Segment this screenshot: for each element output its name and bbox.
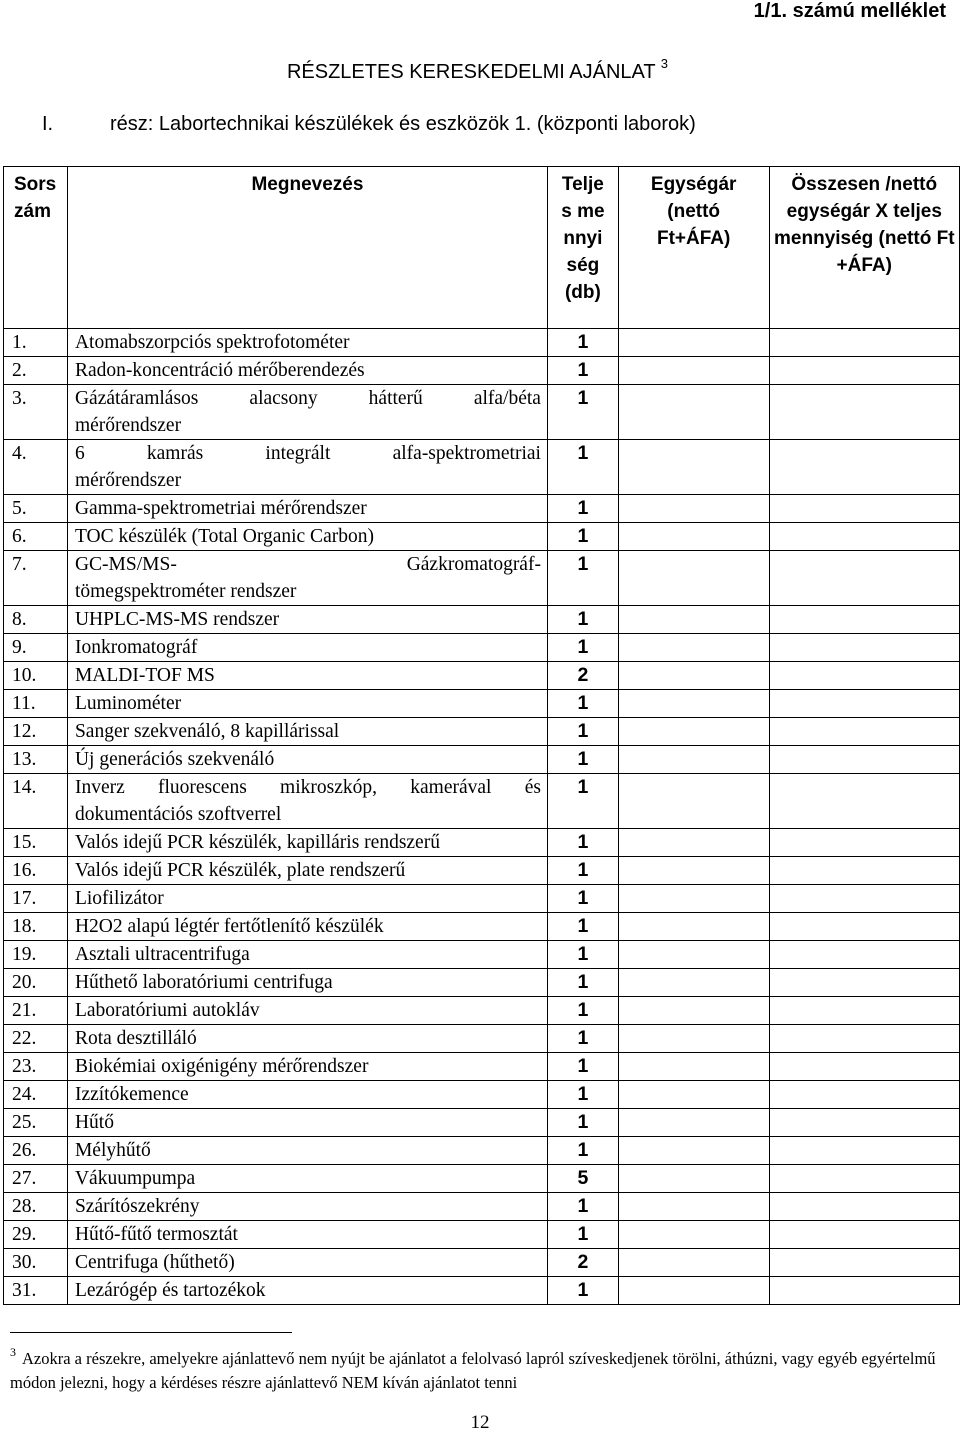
table-row bbox=[4, 1249, 960, 1277]
item-unit-price[interactable] bbox=[618, 1081, 769, 1109]
document-title bbox=[0, 56, 960, 84]
item-number: 13. bbox=[4, 746, 68, 774]
item-quantity: 5 bbox=[547, 1165, 618, 1193]
item-number: 6. bbox=[4, 523, 68, 551]
item-quantity: 1 bbox=[547, 1193, 618, 1221]
table-row bbox=[4, 1277, 960, 1305]
item-quantity: 1 bbox=[547, 718, 618, 746]
item-name: Új generációs szekvenáló bbox=[74, 749, 275, 770]
item-total[interactable] bbox=[769, 634, 959, 662]
item-name: 6 kamrás integrált alfa-spektrometriai bbox=[74, 443, 541, 464]
item-quantity: 1 bbox=[547, 523, 618, 551]
table-row bbox=[4, 1025, 960, 1053]
item-total[interactable] bbox=[769, 1277, 959, 1305]
item-name-cell bbox=[67, 885, 547, 913]
item-name-cell bbox=[67, 1249, 547, 1277]
item-name: Liofilizátor bbox=[74, 888, 164, 909]
table-row bbox=[4, 1193, 960, 1221]
item-quantity: 1 bbox=[547, 551, 618, 606]
item-name-cell bbox=[67, 1109, 547, 1137]
item-total[interactable] bbox=[769, 357, 959, 385]
item-unit-price[interactable] bbox=[618, 913, 769, 941]
item-total[interactable] bbox=[769, 440, 959, 495]
item-total[interactable] bbox=[769, 857, 959, 885]
item-unit-price[interactable] bbox=[618, 357, 769, 385]
item-name-cell bbox=[67, 1053, 547, 1081]
item-name-cell bbox=[67, 523, 547, 551]
footnote bbox=[10, 1340, 950, 1395]
item-number: 22. bbox=[4, 1025, 68, 1053]
item-total[interactable] bbox=[769, 1221, 959, 1249]
item-name-cell bbox=[67, 1137, 547, 1165]
item-name-cell bbox=[67, 969, 547, 997]
item-unit-price[interactable] bbox=[618, 997, 769, 1025]
title-text: RÉSZLETES KERESKEDELMI AJÁNLAT bbox=[286, 61, 656, 83]
footnote-text: Azokra a részekre, amelyekre ajánlattevő nem nyújt be ajánlatot a felolvasó lapról szíveskedjenek törölni, áthúzni, vagy egyéb egyértelmű módon jelezni, hogy a kérdéses részre ajánlattevő NEM kíván ajánlatot tenni bbox=[10, 1349, 936, 1392]
table-row bbox=[4, 913, 960, 941]
table-row bbox=[4, 1109, 960, 1137]
item-name: Luminométer bbox=[74, 693, 182, 714]
item-quantity: 1 bbox=[547, 746, 618, 774]
item-name: Hűthető laboratóriumi centrifuga bbox=[74, 972, 333, 993]
item-name-cell bbox=[67, 1081, 547, 1109]
item-name-cell bbox=[67, 1025, 547, 1053]
item-quantity: 1 bbox=[547, 606, 618, 634]
item-name: Inverz fluorescens mikroszkóp, kamerával és bbox=[74, 777, 541, 798]
item-quantity: 1 bbox=[547, 774, 618, 829]
item-total[interactable] bbox=[769, 969, 959, 997]
item-number: 26. bbox=[4, 1137, 68, 1165]
item-name-cell bbox=[67, 551, 547, 606]
item-quantity: 1 bbox=[547, 1081, 618, 1109]
table-row bbox=[4, 634, 960, 662]
item-name: Valós idejű PCR készülék, plate rendszerű bbox=[74, 860, 406, 881]
table-row bbox=[4, 829, 960, 857]
item-unit-price[interactable] bbox=[618, 1137, 769, 1165]
table-body bbox=[4, 329, 960, 1305]
item-number: 25. bbox=[4, 1109, 68, 1137]
table-row bbox=[4, 440, 960, 495]
item-unit-price[interactable] bbox=[618, 941, 769, 969]
item-total[interactable] bbox=[769, 1249, 959, 1277]
table-row bbox=[4, 1221, 960, 1249]
item-quantity: 1 bbox=[547, 1053, 618, 1081]
item-name-cont: dokumentációs szoftverrel bbox=[74, 804, 282, 825]
header-egysegar: Egységár (nettó Ft+ÁFA) bbox=[618, 167, 769, 329]
header-megnevezes: Megnevezés bbox=[67, 167, 547, 329]
item-quantity: 1 bbox=[547, 857, 618, 885]
item-total[interactable] bbox=[769, 385, 959, 440]
header-sorszam: Sorszám bbox=[4, 167, 68, 329]
item-number: 24. bbox=[4, 1081, 68, 1109]
item-name: H2O2 alapú légtér fertőtlenítő készülék bbox=[74, 916, 384, 937]
item-number: 15. bbox=[4, 829, 68, 857]
item-name-cell bbox=[67, 634, 547, 662]
item-name: Hűtő bbox=[74, 1112, 114, 1133]
item-total[interactable] bbox=[769, 885, 959, 913]
item-number: 27. bbox=[4, 1165, 68, 1193]
table-row bbox=[4, 718, 960, 746]
item-quantity: 1 bbox=[547, 1137, 618, 1165]
item-unit-price[interactable] bbox=[618, 718, 769, 746]
item-name-cell bbox=[67, 857, 547, 885]
table-row bbox=[4, 997, 960, 1025]
item-unit-price[interactable] bbox=[618, 746, 769, 774]
item-unit-price[interactable] bbox=[618, 385, 769, 440]
item-number: 4. bbox=[4, 440, 68, 495]
table-row bbox=[4, 690, 960, 718]
item-unit-price[interactable] bbox=[618, 440, 769, 495]
item-unit-price[interactable] bbox=[618, 1025, 769, 1053]
item-name-cell bbox=[67, 357, 547, 385]
item-name-cell bbox=[67, 941, 547, 969]
item-unit-price[interactable] bbox=[618, 885, 769, 913]
item-name: Szárítószekrény bbox=[74, 1196, 200, 1217]
item-unit-price[interactable] bbox=[618, 1053, 769, 1081]
item-name-cell bbox=[67, 1193, 547, 1221]
table-row bbox=[4, 329, 960, 357]
item-number: 28. bbox=[4, 1193, 68, 1221]
item-total[interactable] bbox=[769, 829, 959, 857]
item-name-cell bbox=[67, 662, 547, 690]
item-number: 8. bbox=[4, 606, 68, 634]
item-total[interactable] bbox=[769, 690, 959, 718]
item-name: Mélyhűtő bbox=[74, 1140, 151, 1161]
table-row bbox=[4, 774, 960, 829]
item-total[interactable] bbox=[769, 1165, 959, 1193]
item-total[interactable] bbox=[769, 997, 959, 1025]
item-name: Sanger szekvenáló, 8 kapillárissal bbox=[74, 721, 340, 742]
item-name: Gamma-spektrometriai mérőrendszer bbox=[74, 498, 367, 519]
item-unit-price[interactable] bbox=[618, 662, 769, 690]
footnote-separator bbox=[10, 1332, 292, 1333]
table-row bbox=[4, 606, 960, 634]
item-total[interactable] bbox=[769, 1081, 959, 1109]
item-name-cell bbox=[67, 718, 547, 746]
item-number: 23. bbox=[4, 1053, 68, 1081]
table-row bbox=[4, 1081, 960, 1109]
item-name-cont: mérőrendszer bbox=[74, 415, 182, 436]
item-quantity: 1 bbox=[547, 440, 618, 495]
item-quantity: 1 bbox=[547, 495, 618, 523]
item-quantity: 1 bbox=[547, 913, 618, 941]
item-quantity: 1 bbox=[547, 997, 618, 1025]
item-number: 21. bbox=[4, 997, 68, 1025]
part-heading bbox=[42, 113, 696, 136]
item-name-cell bbox=[67, 329, 547, 357]
item-unit-price[interactable] bbox=[618, 551, 769, 606]
item-name-cell bbox=[67, 746, 547, 774]
item-name: Atomabszorpciós spektrofotométer bbox=[74, 332, 350, 353]
item-unit-price[interactable] bbox=[618, 523, 769, 551]
annex-label: 1/1. számú melléklet bbox=[753, 0, 946, 22]
table-row bbox=[4, 385, 960, 440]
item-unit-price[interactable] bbox=[618, 606, 769, 634]
item-unit-price[interactable] bbox=[618, 329, 769, 357]
item-unit-price[interactable] bbox=[618, 634, 769, 662]
item-number: 19. bbox=[4, 941, 68, 969]
item-name-cell bbox=[67, 829, 547, 857]
item-name-cell bbox=[67, 774, 547, 829]
item-total[interactable] bbox=[769, 1025, 959, 1053]
item-name-cell bbox=[67, 440, 547, 495]
item-number: 16. bbox=[4, 857, 68, 885]
item-name-cell bbox=[67, 1165, 547, 1193]
table-row bbox=[4, 969, 960, 997]
item-unit-price[interactable] bbox=[618, 690, 769, 718]
item-name-cell bbox=[67, 997, 547, 1025]
table-row bbox=[4, 357, 960, 385]
item-unit-price[interactable] bbox=[618, 1221, 769, 1249]
item-name: Biokémiai oxigénigény mérőrendszer bbox=[74, 1056, 369, 1077]
item-name: Gázátáramlásos alacsony hátterű alfa/béta bbox=[74, 388, 541, 409]
item-unit-price[interactable] bbox=[618, 1193, 769, 1221]
item-name: Vákuumpumpa bbox=[74, 1168, 196, 1189]
item-unit-price[interactable] bbox=[618, 969, 769, 997]
item-name: Rota desztilláló bbox=[74, 1028, 197, 1049]
table-row bbox=[4, 746, 960, 774]
item-total[interactable] bbox=[769, 913, 959, 941]
table-row bbox=[4, 495, 960, 523]
item-name: Valós idejű PCR készülék, kapilláris rendszerű bbox=[74, 832, 440, 853]
item-name: Izzítókemence bbox=[74, 1084, 189, 1105]
item-total[interactable] bbox=[769, 1137, 959, 1165]
item-total[interactable] bbox=[769, 329, 959, 357]
part-label: rész: Labortechnikai készülékek és eszközök 1. (központi laborok) bbox=[110, 113, 696, 135]
item-unit-price[interactable] bbox=[618, 829, 769, 857]
table-row bbox=[4, 523, 960, 551]
item-name: UHPLC-MS-MS rendszer bbox=[74, 609, 280, 630]
item-number: 14. bbox=[4, 774, 68, 829]
item-quantity: 2 bbox=[547, 1249, 618, 1277]
item-total[interactable] bbox=[769, 1109, 959, 1137]
item-quantity: 1 bbox=[547, 690, 618, 718]
item-total[interactable] bbox=[769, 606, 959, 634]
item-number: 2. bbox=[4, 357, 68, 385]
table-header-row bbox=[4, 167, 960, 329]
item-total[interactable] bbox=[769, 718, 959, 746]
title-footnote-ref: 3 bbox=[660, 56, 669, 71]
item-quantity: 1 bbox=[547, 969, 618, 997]
item-number: 11. bbox=[4, 690, 68, 718]
item-number: 18. bbox=[4, 913, 68, 941]
item-quantity: 1 bbox=[547, 634, 618, 662]
item-name: Lezárógép és tartozékok bbox=[74, 1280, 266, 1301]
item-total[interactable] bbox=[769, 523, 959, 551]
item-number: 31. bbox=[4, 1277, 68, 1305]
header-osszesen: Összesen /nettó egységár X teljes mennyiség (nettó Ft +ÁFA) bbox=[769, 167, 959, 329]
item-name-cell bbox=[67, 913, 547, 941]
item-quantity: 1 bbox=[547, 1025, 618, 1053]
item-name-cell bbox=[67, 1277, 547, 1305]
item-name: Ionkromatográf bbox=[74, 637, 198, 658]
item-name: Radon-koncentráció mérőberendezés bbox=[74, 360, 365, 381]
item-quantity: 1 bbox=[547, 941, 618, 969]
item-name-cont: tömegspektrométer rendszer bbox=[74, 581, 297, 602]
item-number: 3. bbox=[4, 385, 68, 440]
item-quantity: 1 bbox=[547, 1109, 618, 1137]
part-number: I. bbox=[42, 113, 54, 135]
item-total[interactable] bbox=[769, 746, 959, 774]
item-number: 1. bbox=[4, 329, 68, 357]
item-total[interactable] bbox=[769, 551, 959, 606]
item-unit-price[interactable] bbox=[618, 774, 769, 829]
footnote-ref: 3 bbox=[10, 1345, 16, 1359]
item-number: 7. bbox=[4, 551, 68, 606]
item-name: Hűtő-fűtő termosztát bbox=[74, 1224, 238, 1245]
item-unit-price[interactable] bbox=[618, 1277, 769, 1305]
item-quantity: 1 bbox=[547, 385, 618, 440]
item-quantity: 2 bbox=[547, 662, 618, 690]
item-number: 9. bbox=[4, 634, 68, 662]
item-name: Laboratóriumi autokláv bbox=[74, 1000, 260, 1021]
item-quantity: 1 bbox=[547, 357, 618, 385]
page-number: 12 bbox=[470, 1412, 490, 1433]
table-row bbox=[4, 1137, 960, 1165]
item-total[interactable] bbox=[769, 774, 959, 829]
item-total[interactable] bbox=[769, 495, 959, 523]
item-name-cont: mérőrendszer bbox=[74, 470, 182, 491]
item-name: GC-MS/MS- Gázkromatográf- bbox=[74, 554, 541, 575]
table-row bbox=[4, 1053, 960, 1081]
header-mennyiseg: Teljes mennyiség (db) bbox=[547, 167, 618, 329]
item-unit-price[interactable] bbox=[618, 1165, 769, 1193]
item-quantity: 1 bbox=[547, 329, 618, 357]
item-total[interactable] bbox=[769, 1053, 959, 1081]
table-row bbox=[4, 941, 960, 969]
item-number: 10. bbox=[4, 662, 68, 690]
item-number: 30. bbox=[4, 1249, 68, 1277]
item-number: 20. bbox=[4, 969, 68, 997]
item-name-cell bbox=[67, 690, 547, 718]
offer-table bbox=[3, 166, 960, 1305]
item-name-cell bbox=[67, 606, 547, 634]
item-quantity: 1 bbox=[547, 1221, 618, 1249]
item-total[interactable] bbox=[769, 941, 959, 969]
item-name-cell bbox=[67, 1221, 547, 1249]
table-row bbox=[4, 885, 960, 913]
item-name-cell bbox=[67, 495, 547, 523]
item-quantity: 1 bbox=[547, 885, 618, 913]
table-row bbox=[4, 551, 960, 606]
item-quantity: 1 bbox=[547, 829, 618, 857]
item-total[interactable] bbox=[769, 662, 959, 690]
item-number: 12. bbox=[4, 718, 68, 746]
item-quantity: 1 bbox=[547, 1277, 618, 1305]
item-name: Centrifuga (hűthető) bbox=[74, 1252, 235, 1273]
item-unit-price[interactable] bbox=[618, 857, 769, 885]
item-number: 29. bbox=[4, 1221, 68, 1249]
table-row bbox=[4, 857, 960, 885]
item-number: 17. bbox=[4, 885, 68, 913]
table-row bbox=[4, 1165, 960, 1193]
item-unit-price[interactable] bbox=[618, 495, 769, 523]
item-unit-price[interactable] bbox=[618, 1249, 769, 1277]
item-name: MALDI-TOF MS bbox=[74, 665, 215, 686]
table-row bbox=[4, 662, 960, 690]
item-name: TOC készülék (Total Organic Carbon) bbox=[74, 526, 374, 547]
item-number: 5. bbox=[4, 495, 68, 523]
item-name-cell bbox=[67, 385, 547, 440]
item-total[interactable] bbox=[769, 1193, 959, 1221]
item-unit-price[interactable] bbox=[618, 1109, 769, 1137]
item-name: Asztali ultracentrifuga bbox=[74, 944, 250, 965]
